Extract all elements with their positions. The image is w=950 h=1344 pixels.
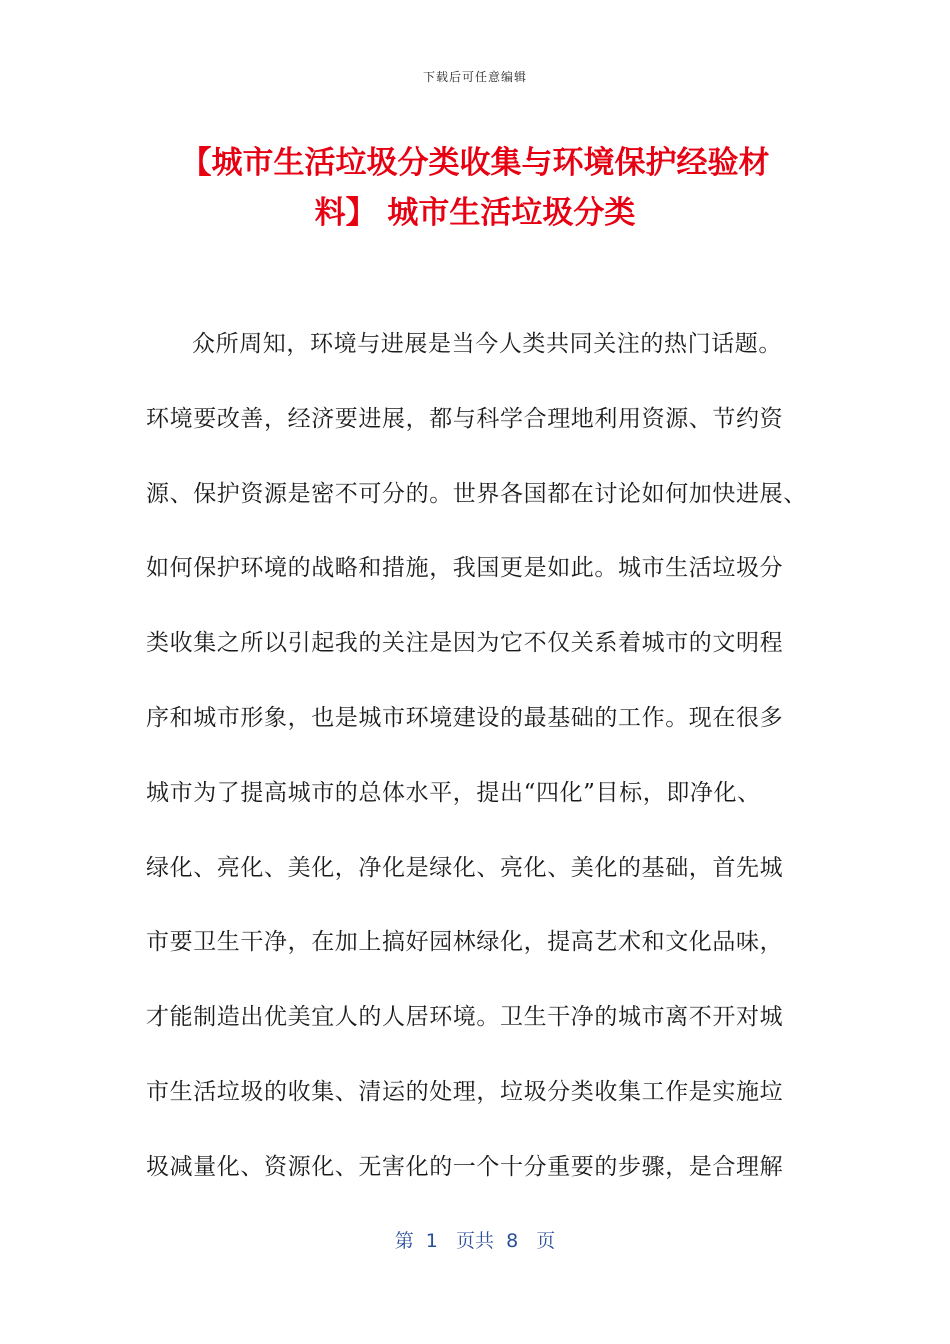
body-line: 类收集之所以引起我的关注是因为它不仅关系着城市的文明程 [146, 630, 784, 657]
body-line: 环境要改善，经济要进展，都与科学合理地利用资源、节约资 [146, 405, 784, 432]
body-line: 才能制造出优美宜人的人居环境。卫生干净的城市离不开对城 [146, 1004, 784, 1031]
document-title [120, 138, 830, 238]
body-line: 如何保护环境的战略和措施，我国更是如此。城市生活垃圾分 [146, 555, 784, 582]
body-line: 绿化、亮化、美化，净化是绿化、亮化、美化的基础，首先城 [146, 854, 784, 881]
body-line: 市生活垃圾的收集、清运的处理，垃圾分类收集工作是实施垃 [146, 1078, 784, 1105]
title-line-1: 【城市生活垃圾分类收集与环境保护经验材 [180, 145, 770, 181]
body-line: 城市为了提高城市的总体水平，提出“四化”目标，即净化、 [146, 779, 761, 806]
title-line-2: 料】 城市生活垃圾分类 [314, 195, 636, 231]
body-line: 序和城市形象，也是城市环境建设的最基础的工作。现在很多 [146, 704, 784, 731]
page-footer: 第 1 页共 8 页 [394, 1230, 556, 1252]
body-line: 众所周知，环境与进展是当今人类共同关注的热门话题。 [192, 331, 782, 357]
header-note: 下载后可任意编辑 [422, 70, 527, 84]
body-paragraph [146, 323, 806, 1221]
body-line: 源、保护资源是密不可分的。世界各国都在讨论如何加快进展、 [146, 480, 807, 507]
body-line: 圾减量化、资源化、无害化的一个十分重要的步骤，是合理解 [146, 1153, 784, 1180]
body-line: 市要卫生干净，在加上搞好园林绿化，提高艺术和文化品味， [146, 929, 784, 956]
